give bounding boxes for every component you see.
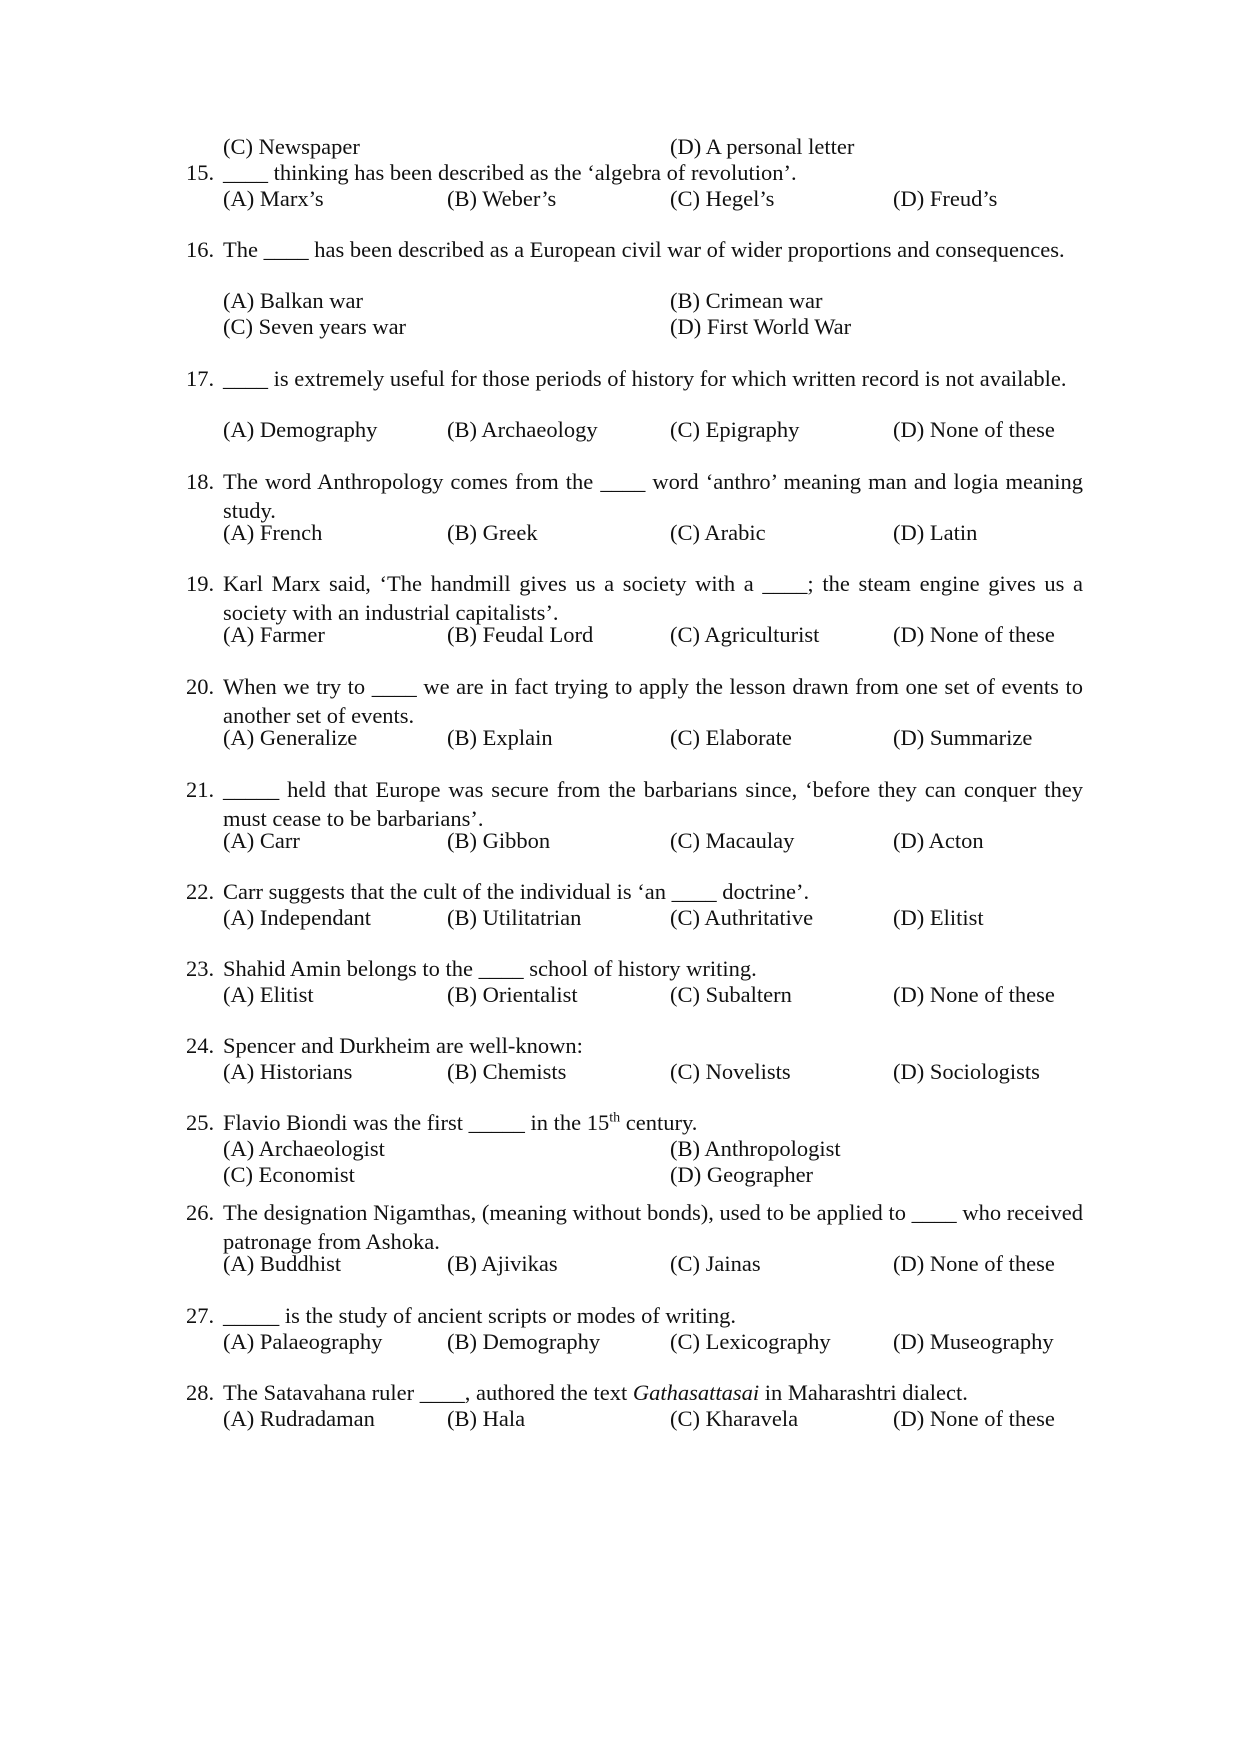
option-b: (B) Gibbon: [447, 828, 551, 853]
option-a: (A) Balkan war: [223, 288, 363, 313]
option-a: (A) Archaeologist: [223, 1136, 385, 1161]
question-number: 27.: [186, 1303, 215, 1328]
question-number: 16.: [186, 237, 215, 262]
option-d: (D) A personal letter: [670, 134, 855, 159]
option-b: (B) Feudal Lord: [447, 622, 594, 647]
question-17: [186, 365, 1083, 394]
option-a: (A) Palaeography: [223, 1329, 383, 1354]
option-d: (D) None of these: [893, 622, 1055, 647]
question-number: 22.: [186, 879, 215, 904]
option-b: (B) Ajivikas: [447, 1251, 558, 1276]
question-20: [186, 673, 1083, 730]
question-text: Shahid Amin belongs to the ____ school of history writing.: [223, 956, 757, 981]
question-26-options: [223, 1250, 1083, 1279]
option-b: (B) Explain: [447, 725, 553, 750]
option-d: (D) None of these: [893, 417, 1055, 442]
option-c: (C) Subaltern: [670, 982, 792, 1007]
option-a: (A) French: [223, 520, 323, 545]
option-a: (A) Generalize: [223, 725, 358, 750]
option-c: (C) Epigraphy: [670, 417, 800, 442]
option-d: (D) None of these: [893, 1406, 1055, 1431]
option-a: (A) Demography: [223, 417, 378, 442]
question-18-options: [223, 519, 1083, 548]
question-23: [186, 955, 1083, 984]
option-d: (D) None of these: [893, 1251, 1055, 1276]
question-26: [186, 1199, 1083, 1256]
option-b: (B) Utilitatrian: [447, 905, 582, 930]
question-number: 23.: [186, 956, 215, 981]
question-number: 20.: [186, 674, 215, 699]
option-c: (C) Arabic: [670, 520, 766, 545]
option-b: (B) Crimean war: [670, 288, 823, 313]
option-a: (A) Historians: [223, 1059, 353, 1084]
option-c: (C) Novelists: [670, 1059, 791, 1084]
question-16: [186, 236, 1083, 265]
option-c: (C) Agriculturist: [670, 622, 820, 647]
option-c: (C) Newspaper: [223, 134, 360, 159]
option-b: (B) Archaeology: [447, 417, 598, 442]
question-number: 26.: [186, 1200, 215, 1225]
question-22-options: [223, 904, 1083, 933]
option-d: (D) Latin: [893, 520, 978, 545]
question-text: _____ is the study of ancient scripts or modes of writing.: [223, 1303, 737, 1328]
prev-question-options: [223, 133, 1083, 162]
option-d: (D) Geographer: [670, 1162, 814, 1187]
option-a: (A) Buddhist: [223, 1251, 342, 1276]
option-c: (C) Hegel’s: [670, 186, 775, 211]
question-25-options-row1: [223, 1135, 1083, 1164]
question-18: [186, 468, 1083, 525]
question-text: The ____ has been described as a European civil war of wider proportions and consequences.: [223, 237, 1065, 262]
question-17-options: [223, 416, 1083, 445]
question-number: 24.: [186, 1033, 215, 1058]
question-number: 21.: [186, 777, 215, 802]
option-d: (D) First World War: [670, 314, 852, 339]
option-a: (A) Carr: [223, 828, 300, 853]
option-d: (D) Freud’s: [893, 186, 998, 211]
question-number: 18.: [186, 469, 215, 494]
question-text: ____ is extremely useful for those periods of history for which written record is not available.: [223, 366, 1067, 391]
question-text: ____ thinking has been described as the ‘algebra of revolution’.: [223, 160, 797, 185]
book-title: Gathasattasai: [632, 1380, 760, 1405]
question-text: The designation Nigamthas, (meaning without bonds), used to be applied to ____ who received patronage from Ashoka.: [223, 1200, 1083, 1254]
question-27: [186, 1302, 1083, 1331]
option-d: (D) None of these: [893, 982, 1055, 1007]
option-c: (C) Authritative: [670, 905, 814, 930]
question-text: [223, 1379, 1083, 1408]
question-25-options-row2: [223, 1161, 1083, 1190]
question-text: The word Anthropology comes from the ____ word ‘anthro’ meaning man and logia meaning study.: [223, 469, 1083, 523]
question-text: Carr suggests that the cult of the individual is ‘an ____ doctrine’.: [223, 879, 810, 904]
question-text-part: century.: [620, 1110, 698, 1135]
question-text: Karl Marx said, ‘The handmill gives us a society with a ____; the steam engine gives us a society with an industrial capitalists’.: [223, 571, 1083, 625]
question-19-options: [223, 621, 1083, 650]
option-c: (C) Macaulay: [670, 828, 795, 853]
question-21: [186, 776, 1083, 833]
question-27-options: [223, 1328, 1083, 1357]
question-text: When we try to ____ we are in fact trying to apply the lesson drawn from one set of events to another set of events.: [223, 674, 1083, 728]
question-text-part: in Maharashtri dialect.: [759, 1380, 968, 1405]
question-22: [186, 878, 1083, 907]
option-c: (C) Elaborate: [670, 725, 792, 750]
question-number: 25.: [186, 1110, 215, 1135]
option-b: (B) Anthropologist: [670, 1136, 841, 1161]
superscript: th: [609, 1110, 621, 1126]
option-a: (A) Rudradaman: [223, 1406, 375, 1431]
question-20-options: [223, 724, 1083, 753]
option-c: (C) Economist: [223, 1162, 355, 1187]
question-25: [186, 1109, 1083, 1138]
option-d: (D) Elitist: [893, 905, 984, 930]
option-c: (C) Lexicography: [670, 1329, 831, 1354]
option-b: (B) Chemists: [447, 1059, 567, 1084]
option-a: (A) Independant: [223, 905, 372, 930]
question-23-options: [223, 981, 1083, 1010]
question-19: [186, 570, 1083, 627]
option-c: (C) Jainas: [670, 1251, 761, 1276]
option-a: (A) Marx’s: [223, 186, 324, 211]
question-24: [186, 1032, 1083, 1061]
option-b: (B) Hala: [447, 1406, 526, 1431]
question-text-part: Flavio Biondi was the first _____ in the 15: [223, 1110, 610, 1135]
option-b: (B) Weber’s: [447, 186, 557, 211]
option-b: (B) Orientalist: [447, 982, 578, 1007]
question-text: Spencer and Durkheim are well-known:: [223, 1033, 583, 1058]
option-d: (D) Sociologists: [893, 1059, 1040, 1084]
question-16-options-row1: [223, 287, 1083, 316]
question-number: 28.: [186, 1380, 215, 1405]
option-c: (C) Seven years war: [223, 314, 407, 339]
question-15: [186, 159, 1083, 188]
question-number: 17.: [186, 366, 215, 391]
question-16-options-row2: [223, 313, 1083, 342]
option-d: (D) Acton: [893, 828, 984, 853]
question-24-options: [223, 1058, 1083, 1087]
question-15-options: [223, 185, 1083, 214]
option-a: (A) Farmer: [223, 622, 325, 647]
question-text: _____ held that Europe was secure from the barbarians since, ‘before they can conquer they must cease to be barbarians’.: [223, 777, 1083, 831]
question-28-options: [223, 1405, 1083, 1434]
option-d: (D) Summarize: [893, 725, 1033, 750]
option-c: (C) Kharavela: [670, 1406, 799, 1431]
option-b: (B) Demography: [447, 1329, 601, 1354]
question-number: 19.: [186, 571, 215, 596]
option-a: (A) Elitist: [223, 982, 314, 1007]
question-text: [223, 1109, 1083, 1138]
question-text-part: The Satavahana ruler ____, authored the text: [223, 1380, 633, 1405]
question-21-options: [223, 827, 1083, 856]
option-d: (D) Museography: [893, 1329, 1054, 1354]
question-28: [186, 1379, 1083, 1408]
question-number: 15.: [186, 160, 215, 185]
option-b: (B) Greek: [447, 520, 538, 545]
